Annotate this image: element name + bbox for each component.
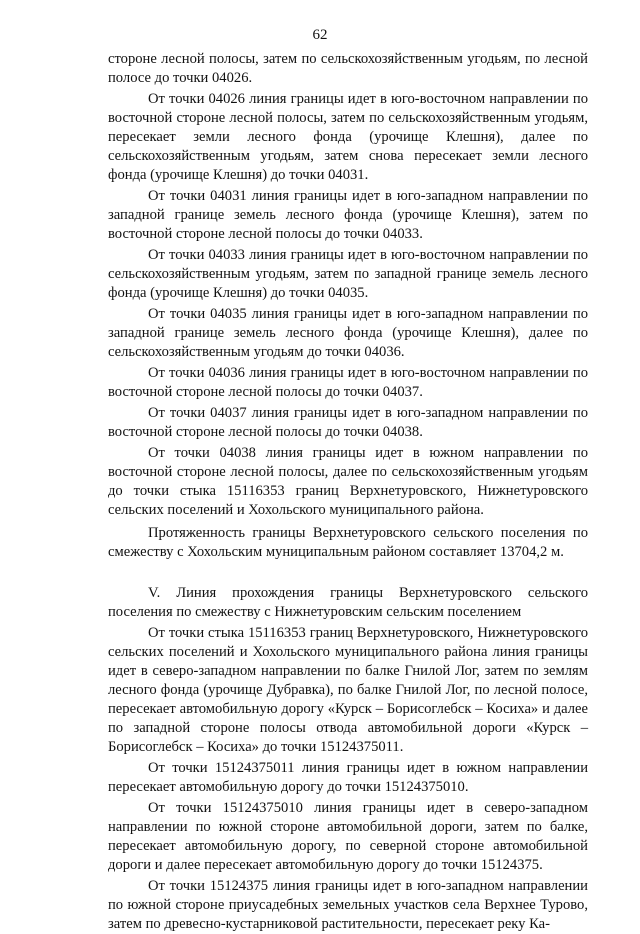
paragraph: стороне лесной полосы, затем по сельскохозяйственным угодьям, по лесной полосе до точки 04026. xyxy=(108,51,588,86)
paragraph: От точки 04026 линия границы идет в юго-восточном направлении по восточной стороне лесной полосы, затем по сельскохозяйственным угодьям, пересекает земли лесного фонда (урочище Клешня), далее по сельскохозяйственным угодьям, затем снова пересекает земли лесного фонда (урочище Клешня) до точки 04031. xyxy=(108,91,588,183)
paragraph: От точки 04036 линия границы идет в юго-восточном направлении по восточной стороне лесной полосы до точки 04037. xyxy=(108,365,588,400)
paragraph: Протяженность границы Верхнетуровского сельского поселения по смежеству с Хохольским муниципальным районом составляет 13704,2 м. xyxy=(108,525,588,560)
page-number: 62 xyxy=(312,27,328,43)
paragraph: От точки 04035 линия границы идет в юго-западном направлении по западной границе земель лесного фонда (урочище Клешня), далее по сельскохозяйственным угодьям до точки 04036. xyxy=(108,306,588,360)
paragraph: От точки 04038 линия границы идет в южном направлении по восточной стороне лесной полосы, далее по сельскохозяйственным угодьям до точки стыка 15116353 границ Верхнетуровского, Нижнетуровского сельских поселений и Хохольского муниципального района. xyxy=(108,445,588,518)
paragraph: От точки 15124375011 линия границы идет в южном направлении пересекает автомобильную дорогу до точки 15124375010. xyxy=(108,760,588,795)
paragraph: От точки 04031 линия границы идет в юго-западном направлении по западной границе земель лесного фонда (урочище Клешня), затем по восточной стороне лесной полосы до точки 04033. xyxy=(108,188,588,242)
document-body xyxy=(108,50,588,934)
paragraph: От точки 15124375010 линия границы идет в северо-западном направлении по южной стороне автомобильной дороги, затем по балке, пересекает автомобильную дорогу, по северной стороне автомобильной дороги и далее пересекает автомобильную дорогу до точки 15124375. xyxy=(108,800,588,873)
paragraph: От точки 15124375 линия границы идет в юго-западном направлении по южной стороне приусадебных земельных участков села Верхнее Турово, затем по древесно-кустарниковой растительности, пересекает реку Ка- xyxy=(108,878,588,932)
paragraph: От точки 04033 линия границы идет в юго-восточном направлении по сельскохозяйственным угодьям, затем по западной границе земель лесного фонда (урочище Клешня) до точки 04035. xyxy=(108,247,588,301)
section-heading: V. Линия прохождения границы Верхнетуровского сельского поселения по смежеству с Нижнетуровским сельским поселением xyxy=(108,585,588,620)
paragraph: От точки 04037 линия границы идет в юго-западном направлении по восточной стороне лесной полосы до точки 04038. xyxy=(108,405,588,440)
paragraph: От точки стыка 15116353 границ Верхнетуровского, Нижнетуровского сельских поселений и Хохольского муниципального района линия границы идет в северо-западном направлении по балке Гнилой Лог, затем по землям лесного фонда (урочище Дубравка), по балке Гнилой Лог, по лесной полосе, пересекает автомобильную дорогу «Курск – Борисоглебск – Косиха» и далее по западной стороне полосы отвода автомобильной дороги «Курск – Борисоглебск – Косиха» до точки 15124375011. xyxy=(108,625,588,755)
